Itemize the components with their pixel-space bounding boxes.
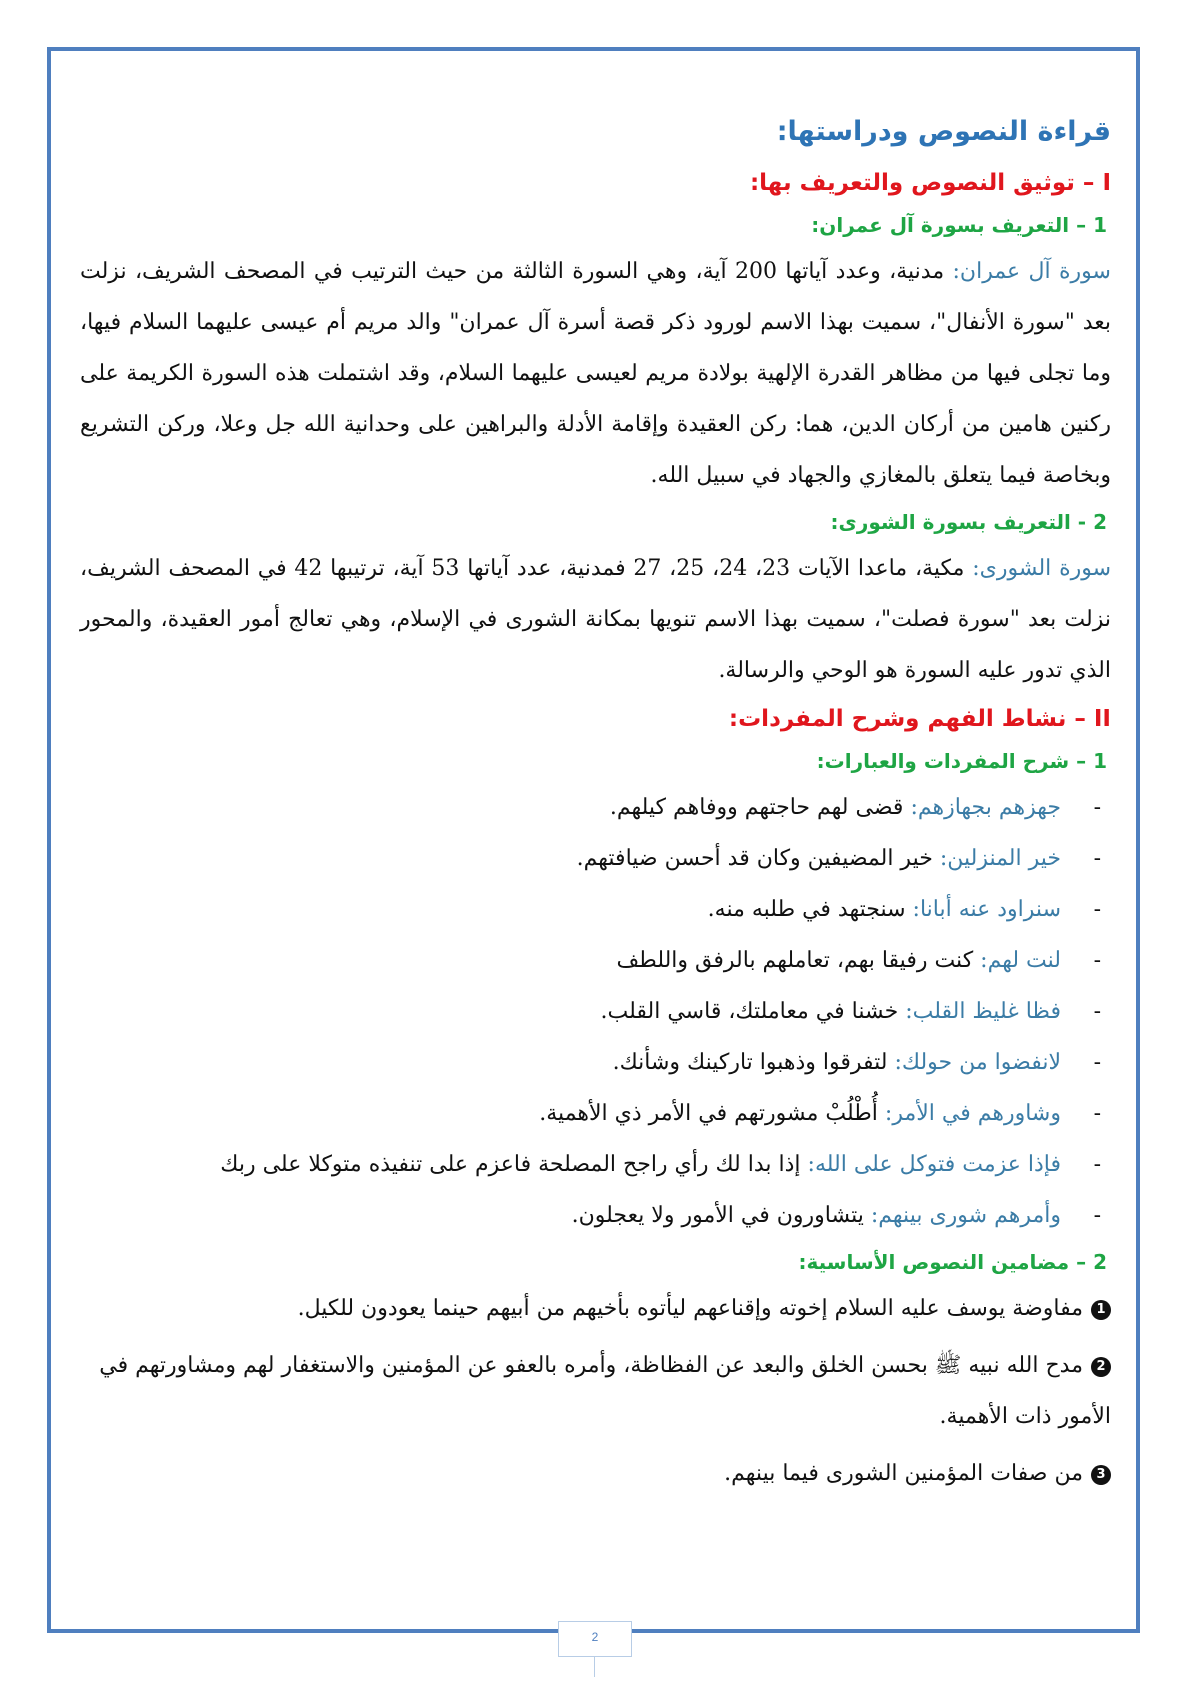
vocab-item: [80, 935, 1101, 986]
section-1-heading: I – توثيق النصوص والتعريف بها:: [749, 170, 1111, 196]
number-badge-icon: 3: [1091, 1465, 1111, 1485]
vocab-item: [80, 782, 1101, 833]
dash-marker: -: [1093, 795, 1101, 820]
dash-marker: -: [1093, 948, 1101, 973]
al-imran-term: سورة آل عمران:: [952, 259, 1111, 284]
key-point-text: من صفات المؤمنين الشورى فيما بينهم.: [724, 1461, 1083, 1486]
document-body: [80, 112, 1111, 1505]
page-number: 2: [558, 1621, 632, 1657]
key-points-list: [80, 1283, 1111, 1499]
dash-marker: -: [1093, 1152, 1101, 1177]
vocab-item: [80, 833, 1101, 884]
vocab-definition: كنت رفيقا بهم، تعاملهم بالرفق واللطف: [616, 948, 981, 973]
vocab-term: فظا غليظ القلب:: [905, 999, 1061, 1024]
key-point: [80, 1283, 1111, 1334]
vocab-term: وشاورهم في الأمر:: [884, 1101, 1061, 1126]
vocab-term: جهزهم بجهازهم:: [910, 795, 1061, 820]
dash-marker: -: [1093, 846, 1101, 871]
page-title: قراءة النصوص ودراستها:: [776, 116, 1111, 147]
vocab-item: [80, 1037, 1101, 1088]
key-point-text: مفاوضة يوسف عليه السلام إخوته وإقناعهم ليأتوه بأخيهم من أبيهم حينما يعودون للكيل.: [297, 1296, 1083, 1321]
vocabulary-list: [80, 782, 1111, 1241]
vocab-definition: إذا بدا لك رأي راجح المصلحة فاعزم على تنفيذه متوكلا على ربك: [220, 1152, 808, 1177]
vocab-definition: أُطْلُبْ مشورتهم في الأمر ذي الأهمية.: [539, 1101, 885, 1126]
vocab-item: [80, 1190, 1101, 1241]
vocab-definition: يتشاورون في الأمور ولا يعجلون.: [571, 1203, 871, 1228]
vocab-term: لنت لهم:: [980, 948, 1061, 973]
section-2-heading: II – نشاط الفهم وشرح المفردات:: [728, 706, 1111, 732]
dash-marker: -: [1093, 1050, 1101, 1075]
page-number-connector: [594, 1657, 595, 1677]
vocab-term: لانفضوا من حولك:: [894, 1050, 1061, 1075]
dash-marker: -: [1093, 999, 1101, 1024]
vocab-definition: سنجتهد في طلبه منه.: [707, 897, 913, 922]
vocab-definition: لتفرقوا وذهبوا تاركينك وشأنك.: [612, 1050, 895, 1075]
vocab-term: فإذا عزمت فتوكل على الله:: [807, 1152, 1061, 1177]
number-badge-icon: 2: [1091, 1357, 1111, 1377]
key-point: [80, 1448, 1111, 1499]
al-imran-text: مدنية، وعدد آياتها 200 آية، وهي السورة الثالثة من حيث الترتيب في المصحف الشريف، نزلت بعد "سورة الأنفال"، سميت بهذا الاسم لورود ذكر قصة أسرة آل عمران" والد مريم أم عيسى عليهما السلام فيها، وما تجلى فيها من مظاهر القدرة الإلهية بولادة مريم لعيسى عليهما السلام، وقد اشتملت هذه السورة الكريمة على ركنين هامين من أركان الدين، هما: ركن العقيدة وإقامة الأدلة والبراهين على وحدانية الله جل وعلا، وركن التشريع وبخاصة فيما يتعلق بالمغازي والجهاد في سبيل الله.: [80, 259, 1111, 488]
al-imran-paragraph: [80, 246, 1111, 501]
dash-marker: -: [1093, 897, 1101, 922]
key-point-text: مدح الله نبيه ﷺ بحسن الخلق والبعد عن الفظاظة، وأمره بالعفو عن المؤمنين والاستغفار لهم ومشاورتهم في الأمور ذات الأهمية.: [99, 1353, 1111, 1429]
number-badge-icon: 1: [1091, 1300, 1111, 1320]
ash-shura-text: مكية، ماعدا الآيات 23، 24، 25، 27 فمدنية، عدد آياتها 53 آية، ترتيبها 42 في المصحف الشريف، نزلت بعد "سورة فصلت"، سميت بهذا الاسم تنويها بمكانة الشورى في الإسلام، وهي تعالج أمور العقيدة، والمحور الذي تدور عليه السورة هو الوحي والرسالة.: [80, 556, 1111, 683]
section-1-1-heading: 1 – التعريف بسورة آل عمران:: [811, 213, 1107, 237]
section-1-2-heading: 2 - التعريف بسورة الشورى:: [830, 510, 1107, 534]
vocab-item: [80, 884, 1101, 935]
key-point: [80, 1340, 1111, 1442]
vocab-item: [80, 986, 1101, 1037]
vocab-definition: خير المضيفين وكان قد أحسن ضيافتهم.: [576, 846, 940, 871]
vocab-definition: خشنا في معاملتك، قاسي القلب.: [600, 999, 906, 1024]
dash-marker: -: [1093, 1203, 1101, 1228]
vocab-definition: قضى لهم حاجتهم ووفاهم كيلهم.: [609, 795, 911, 820]
section-2-2-heading: 2 – مضامين النصوص الأساسية:: [798, 1250, 1107, 1274]
section-2-1-heading: 1 – شرح المفردات والعبارات:: [816, 749, 1107, 773]
vocab-item: [80, 1088, 1101, 1139]
vocab-term: خير المنزلين:: [939, 846, 1061, 871]
vocab-term: سنراود عنه أبانا:: [912, 897, 1061, 922]
ash-shura-term: سورة الشورى:: [972, 556, 1112, 581]
vocab-term: وأمرهم شورى بينهم:: [870, 1203, 1061, 1228]
vocab-item: [80, 1139, 1101, 1190]
dash-marker: -: [1093, 1101, 1101, 1126]
ash-shura-paragraph: [80, 543, 1111, 696]
